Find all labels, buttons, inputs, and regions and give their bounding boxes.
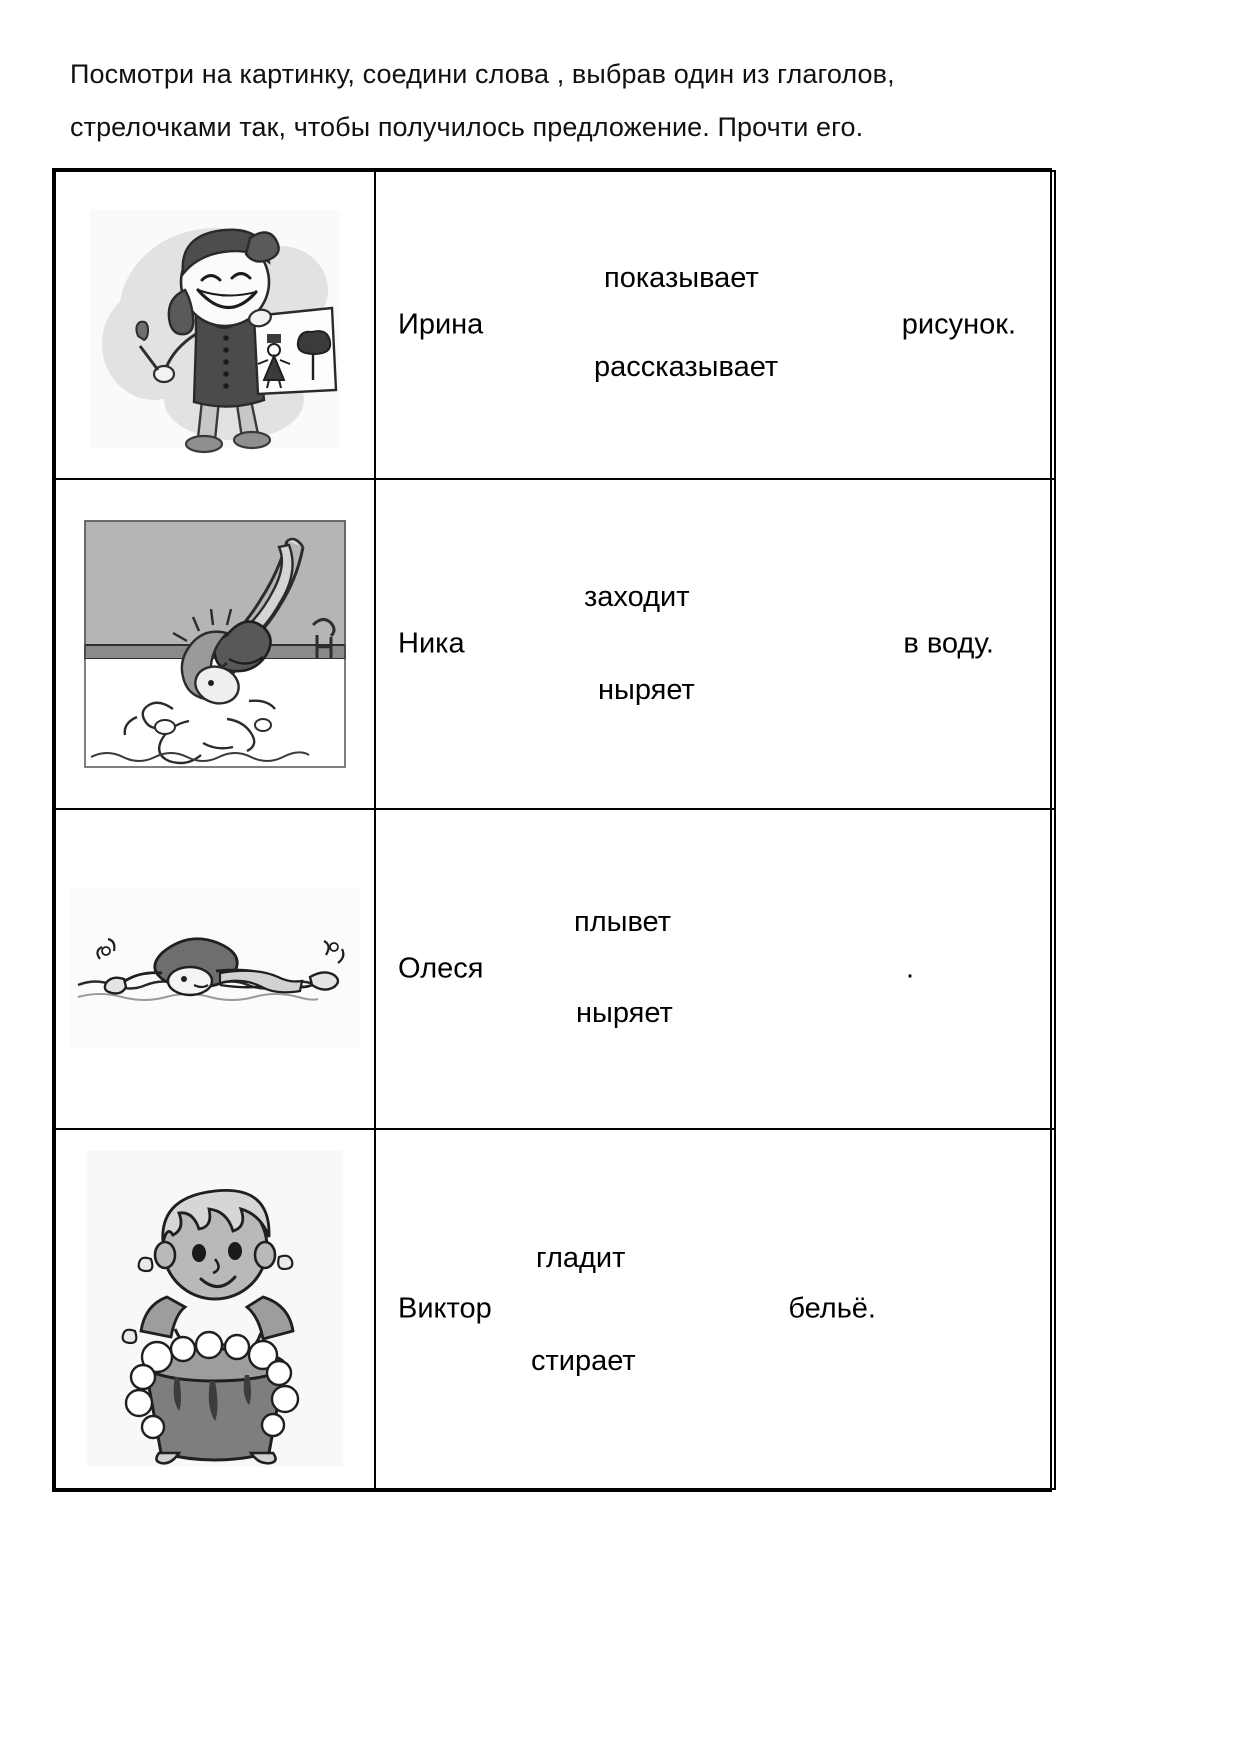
subject-word[interactable]: Ирина — [398, 308, 484, 341]
sentence-cell-1 — [375, 171, 1055, 479]
table-row — [55, 809, 1055, 1129]
subject-word[interactable]: Ника — [398, 627, 465, 660]
instructions-line-2: стрелочками так, чтобы получилось предложение. Прочти его. — [70, 112, 864, 142]
verb-option-bottom[interactable]: плывет — [574, 906, 671, 938]
verb-option-top[interactable]: ныряет — [576, 997, 673, 1029]
girl-swimming-illustration — [56, 889, 374, 1049]
verb-option-top[interactable]: рассказывает — [594, 351, 779, 383]
table-row — [55, 1129, 1055, 1489]
object-word[interactable]: рисунок. — [901, 308, 1016, 341]
picture-cell-3 — [55, 809, 375, 1129]
verb-option-bottom[interactable]: показывает — [604, 262, 759, 294]
picture-cell-2 — [55, 479, 375, 809]
object-word[interactable]: в воду. — [903, 627, 994, 660]
object-word[interactable]: бельё. — [788, 1292, 876, 1325]
verb-option-top[interactable]: ныряет — [598, 674, 695, 706]
sentence-cell-4 — [375, 1129, 1055, 1489]
exercise-table — [52, 168, 1052, 1492]
subject-word[interactable]: Виктор — [398, 1292, 492, 1325]
instructions-text — [70, 48, 1080, 154]
verb-option-top[interactable]: стирает — [531, 1345, 636, 1377]
verb-option-bottom[interactable]: гладит — [536, 1242, 626, 1274]
verb-option-bottom[interactable]: заходит — [584, 581, 690, 613]
picture-cell-1 — [55, 171, 375, 479]
sentence-cell-3 — [375, 809, 1055, 1129]
object-word[interactable]: . — [905, 952, 914, 985]
picture-cell-4 — [55, 1129, 375, 1489]
table-row — [55, 171, 1055, 479]
boy-washing-laundry-illustration — [56, 1151, 374, 1467]
girl-showing-drawing-illustration — [56, 194, 374, 456]
sentence-cell-2 — [375, 479, 1055, 809]
table-row — [55, 479, 1055, 809]
instructions-line-1: Посмотри на картинку, соедини слова , выбрав один из глаголов, — [70, 59, 895, 89]
subject-word[interactable]: Олеся — [398, 952, 484, 985]
girl-diving-into-pool-illustration — [56, 513, 374, 775]
